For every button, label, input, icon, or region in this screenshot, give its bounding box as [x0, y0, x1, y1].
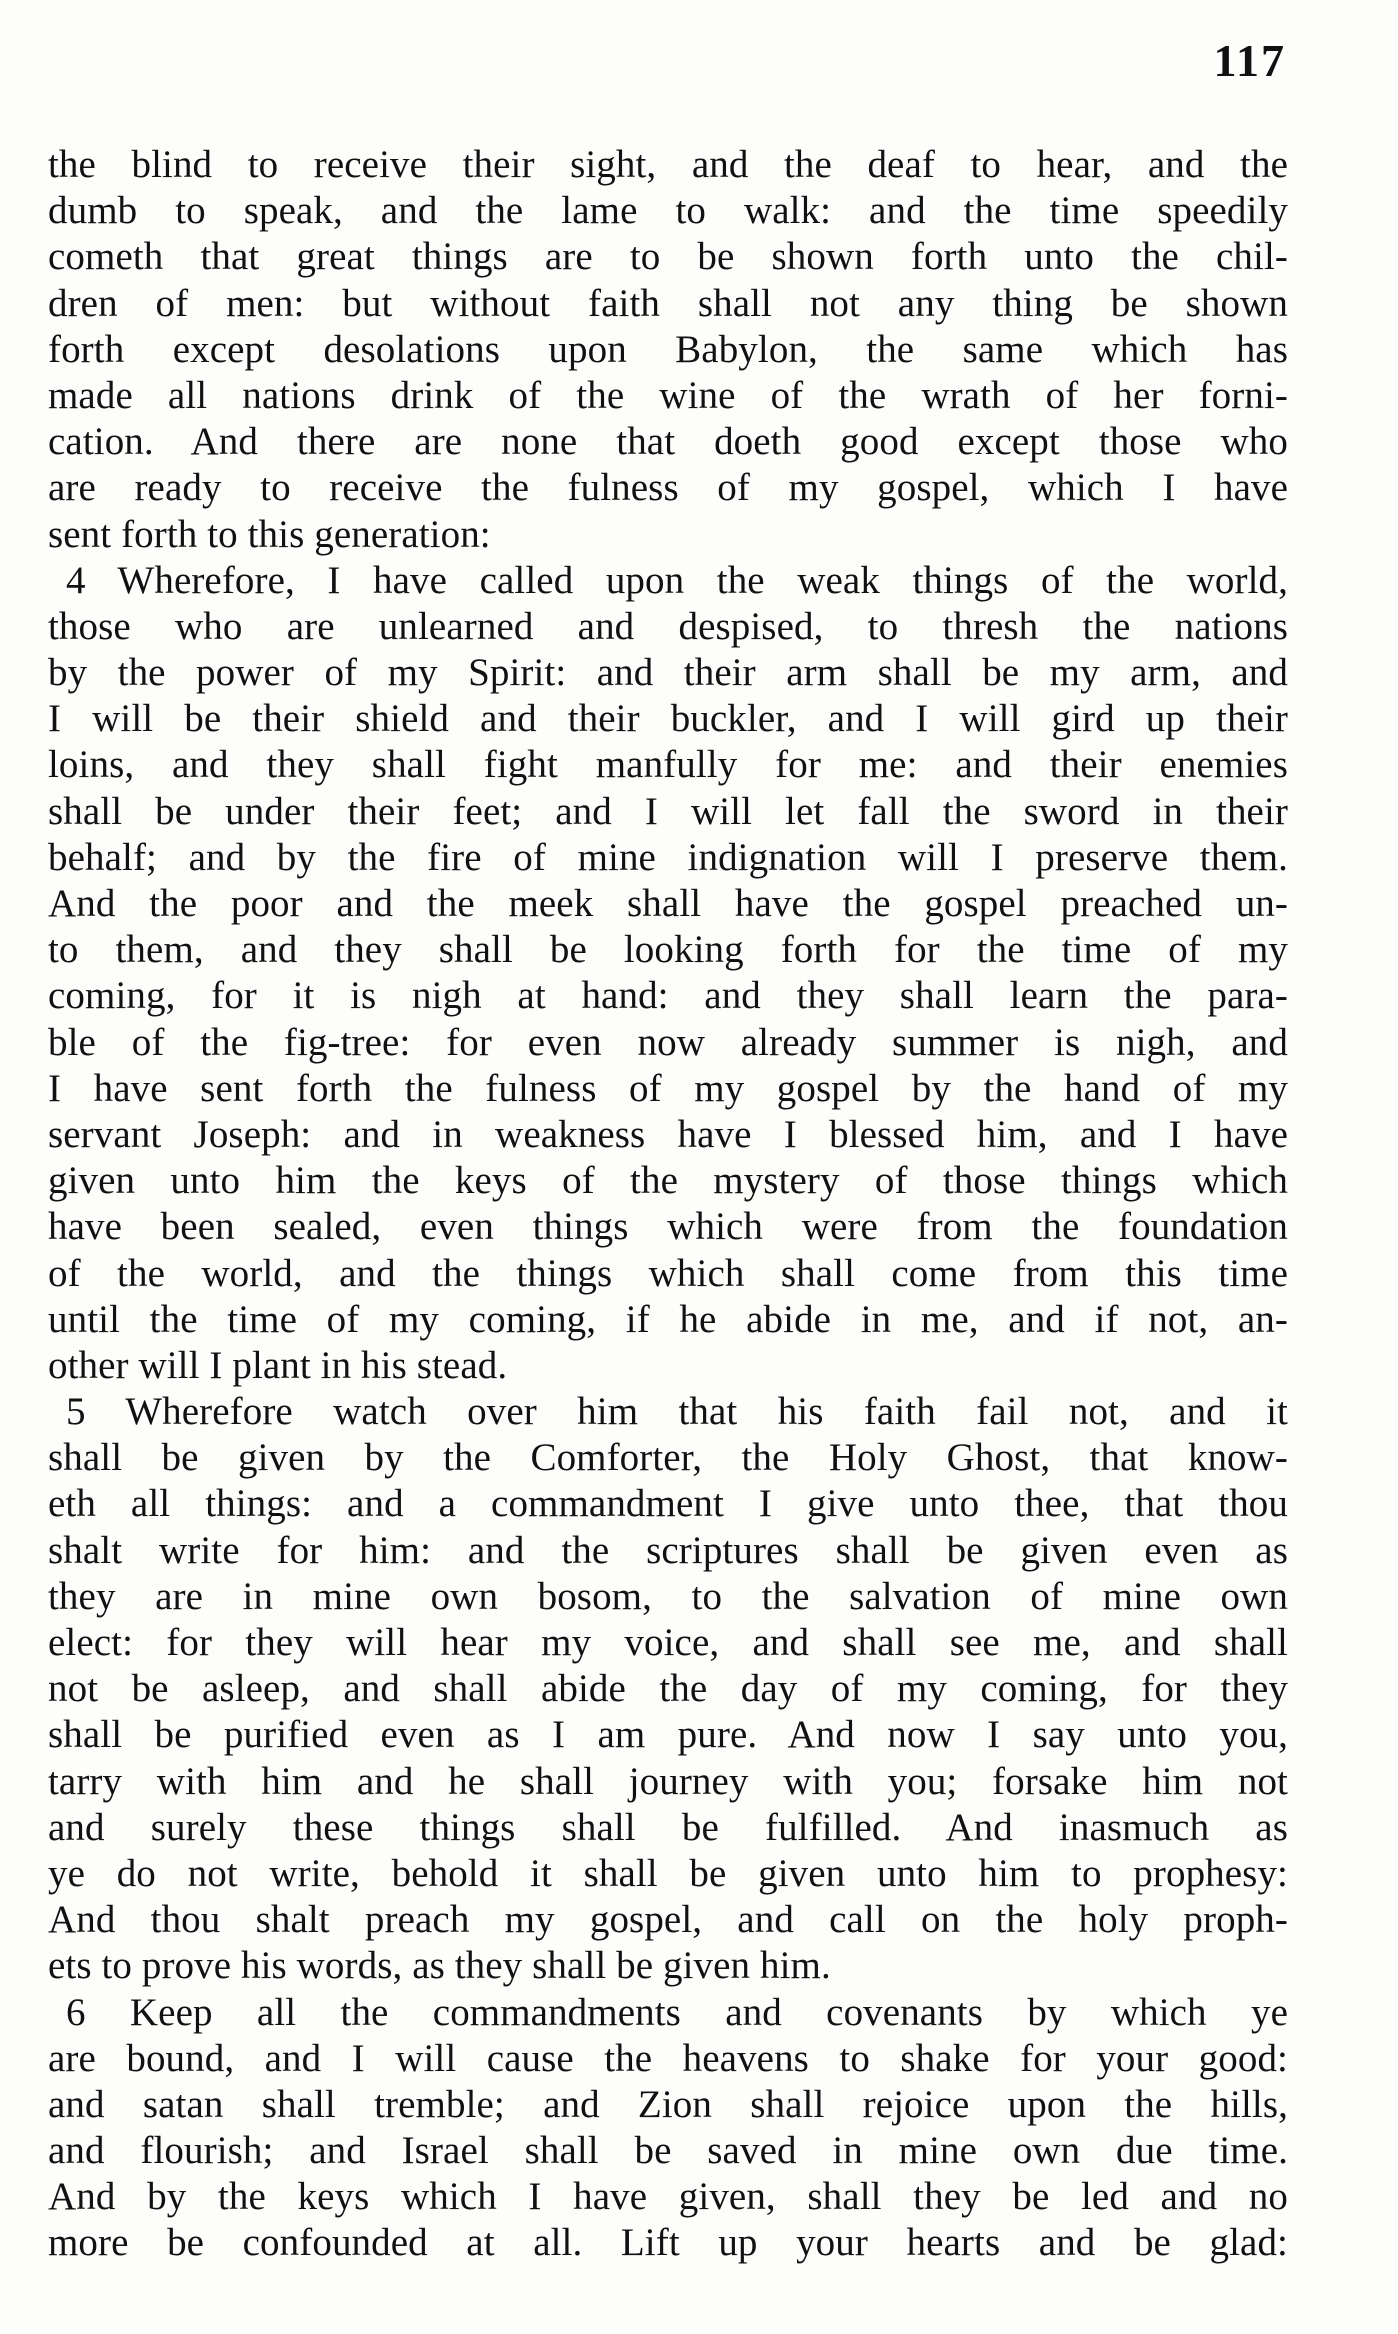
text-line: shall be given by the Comforter, the Holy Ghost, that know- [48, 1436, 1288, 1480]
text-line: sent forth to this generation: [48, 512, 491, 556]
text-line: of the world, and the things which shall come from this time [48, 1251, 1288, 1295]
text-line: by the power of my Spirit: and their arm shall be my arm, and [48, 651, 1288, 695]
verse-start-line: 6 Keep all the commandments and covenants by which ye [66, 1990, 1288, 2034]
body-text [48, 142, 1288, 2267]
text-line: shalt write for him: and the scriptures shall be given even as [48, 1528, 1288, 1572]
text-line: more be confounded at all. Lift up your hearts and be glad: [48, 2221, 1288, 2265]
text-line: And thou shalt preach my gospel, and call on the holy proph- [48, 1898, 1288, 1942]
text-line: behalf; and by the fire of mine indignation will I preserve them. [48, 835, 1288, 879]
text-line: and surely these things shall be fulfilled. And inasmuch as [48, 1805, 1288, 1849]
text-line: and satan shall tremble; and Zion shall rejoice upon the hills, [48, 2082, 1288, 2126]
text-line: ets to prove his words, as they shall be given him. [48, 1944, 831, 1988]
text-line: coming, for it is nigh at hand: and they shall learn the para- [48, 974, 1288, 1018]
text-line: until the time of my coming, if he abide in me, and if not, an- [48, 1297, 1288, 1341]
text-line: loins, and they shall fight manfully for me: and their enemies [48, 743, 1288, 787]
text-line: shall be purified even as I am pure. And now I say unto you, [48, 1713, 1288, 1757]
text-line: forth except desolations upon Babylon, the same which has [48, 327, 1288, 371]
text-line: not be asleep, and shall abide the day of my coming, for they [48, 1667, 1288, 1711]
text-line: made all nations drink of the wine of the wrath of her forni- [48, 373, 1288, 417]
text-line: those who are unlearned and despised, to thresh the nations [48, 604, 1288, 648]
text-line: eth all things: and a commandment I give unto thee, that thou [48, 1482, 1288, 1526]
verse-start-line: 5 Wherefore watch over him that his faith fail not, and it [66, 1390, 1288, 1434]
text-line: given unto him the keys of the mystery of those things which [48, 1159, 1288, 1203]
text-line: have been sealed, even things which were from the foundation [48, 1205, 1288, 1249]
page-number: 117 [1213, 35, 1286, 86]
text-line: I have sent forth the fulness of my gospel by the hand of my [48, 1066, 1288, 1110]
text-line: shall be under their feet; and I will let fall the sword in their [48, 789, 1288, 833]
text-line: ble of the fig-tree: for even now already summer is nigh, and [48, 1020, 1288, 1064]
text-line: elect: for they will hear my voice, and shall see me, and shall [48, 1621, 1288, 1664]
text-line: they are in mine own bosom, to the salvation of mine own [48, 1574, 1288, 1618]
text-line: servant Joseph: and in weakness have I blessed him, and I have [48, 1112, 1288, 1156]
text-line: cation. And there are none that doeth good except those who [48, 420, 1288, 464]
text-line: cometh that great things are to be shown forth unto the chil- [48, 235, 1288, 279]
text-line: ye do not write, behold it shall be given unto him to prophesy: [48, 1851, 1288, 1895]
text-line: other will I plant in his stead. [48, 1343, 508, 1387]
text-line: dren of men: but without faith shall not any thing be shown [48, 281, 1288, 325]
text-line: I will be their shield and their buckler, and I will gird up their [48, 697, 1288, 741]
text-line: to them, and they shall be looking forth for the time of my [48, 928, 1288, 972]
text-line: tarry with him and he shall journey with you; forsake him not [48, 1759, 1288, 1803]
text-line: And by the keys which I have given, shall they be led and no [48, 2175, 1288, 2219]
text-line: And the poor and the meek shall have the gospel preached un- [48, 882, 1288, 925]
verse-start-line: 4 Wherefore, I have called upon the weak things of the world, [66, 558, 1288, 602]
text-line: and flourish; and Israel shall be saved in mine own due time. [48, 2129, 1288, 2173]
text-line: are bound, and I will cause the heavens to shake for your good: [48, 2036, 1288, 2080]
text-line: the blind to receive their sight, and the deaf to hear, and the [48, 143, 1288, 186]
text-line: dumb to speak, and the lame to walk: and the time speedily [48, 189, 1288, 233]
text-line: are ready to receive the fulness of my gospel, which I have [48, 466, 1288, 510]
